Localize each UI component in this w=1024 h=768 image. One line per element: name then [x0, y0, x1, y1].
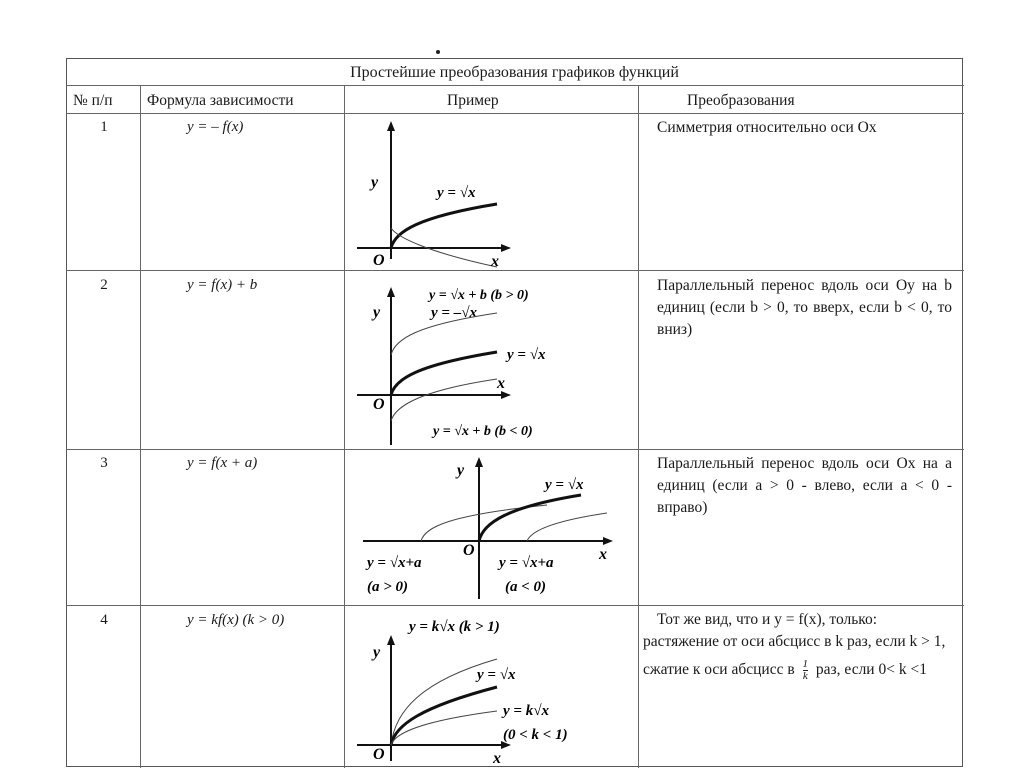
row-3-curve-left: y = √x+a: [367, 555, 422, 571]
fraction-1-over-k: [803, 659, 809, 682]
row-2-x-label: x: [497, 375, 505, 392]
row-3-cond-right: (a < 0): [505, 579, 547, 595]
row-3-num: 3: [100, 455, 108, 471]
row-4-origin: O: [373, 746, 385, 763]
col-divider: [638, 85, 639, 768]
row-4-description-line-3a: сжатие к оси абсцисс в: [643, 661, 795, 679]
row-4-description-line-2: растяжение от оси абсцисс в k раз, если k > 1,: [643, 633, 946, 650]
row-2-formula: y = f(x) + b: [187, 277, 258, 293]
row-2-origin: O: [373, 396, 385, 413]
row-4-x-label: x: [493, 750, 501, 767]
row-4-description-line-3b: раз, если 0< k <1: [815, 661, 927, 679]
row-3-formula: y = f(x + a): [187, 455, 258, 471]
row-1-y-label: y: [371, 174, 379, 191]
row-4-description-line-1: Тот же вид, что и y = f(x), только:: [657, 611, 878, 628]
row-2-curve-top: y = √x + b (b > 0): [429, 288, 529, 303]
row-2-graph: [357, 273, 607, 448]
fraction-numerator: 1: [802, 658, 809, 670]
row-4-num: 4: [100, 612, 108, 628]
row-divider: [67, 85, 964, 86]
row-1-x-label: x: [491, 253, 499, 270]
row-4-cond-bottom: (0 < k < 1): [503, 727, 568, 743]
row-3-x-label: x: [599, 546, 607, 563]
row-4-curve-mid: y = √x: [477, 667, 516, 683]
row-2-description: Параллельный перенос вдоль оси Oy на b единиц (если b > 0, то вверх, если b < 0, то вниз): [657, 277, 952, 338]
col-divider: [344, 85, 345, 768]
row-4-formula: y = kf(x) (k > 0): [187, 612, 285, 628]
table-title: Простейшие преобразования графиков функций: [350, 64, 679, 81]
row-divider: [67, 449, 964, 450]
row-3-graph: [357, 451, 627, 603]
row-2-curve-mid: y = √x: [507, 347, 546, 363]
row-1-curve-top: y = √x: [437, 185, 476, 201]
row-3-origin: O: [463, 542, 475, 559]
row-1-num: 1: [100, 119, 108, 135]
row-1-origin: O: [373, 252, 385, 269]
stray-dot: [436, 50, 440, 54]
row-3-curve-main: y = √x: [545, 477, 584, 493]
row-1-description: Симметрия относительно оси Ox: [657, 119, 877, 136]
row-2-curve-bottom: y = √x + b (b < 0): [433, 424, 533, 439]
row-4-graph: [357, 611, 617, 767]
header-example: Пример: [447, 92, 499, 109]
fraction-denominator: k: [802, 670, 808, 682]
row-divider: [67, 113, 964, 114]
row-divider: [67, 270, 964, 271]
row-4-curve-bottom: y = k√x: [503, 703, 549, 719]
row-1-curve-bottom: y = –√x: [431, 305, 477, 321]
row-3-curve-right: y = √x+a: [499, 555, 554, 571]
row-4-description: [643, 609, 961, 682]
header-formula: Формула зависимости: [147, 92, 294, 109]
row-divider: [67, 605, 964, 606]
row-1-formula: y = – f(x): [187, 119, 244, 135]
row-3-cond-left: (a > 0): [367, 579, 409, 595]
row-2-num: 2: [100, 277, 108, 293]
header-num: № п/п: [73, 92, 113, 109]
col-divider: [140, 85, 141, 768]
header-transform: Преобразования: [687, 92, 795, 109]
row-2-y-label: y: [373, 304, 381, 321]
transformations-table: [66, 58, 963, 767]
row-4-y-label: y: [373, 644, 381, 661]
row-4-curve-top: y = k√x (k > 1): [409, 619, 500, 635]
row-3-description: Параллельный перенос вдоль оси Ox на a единиц (если a > 0 - влево, если a < 0 - вправо): [657, 455, 952, 516]
row-3-y-label: y: [457, 462, 465, 479]
